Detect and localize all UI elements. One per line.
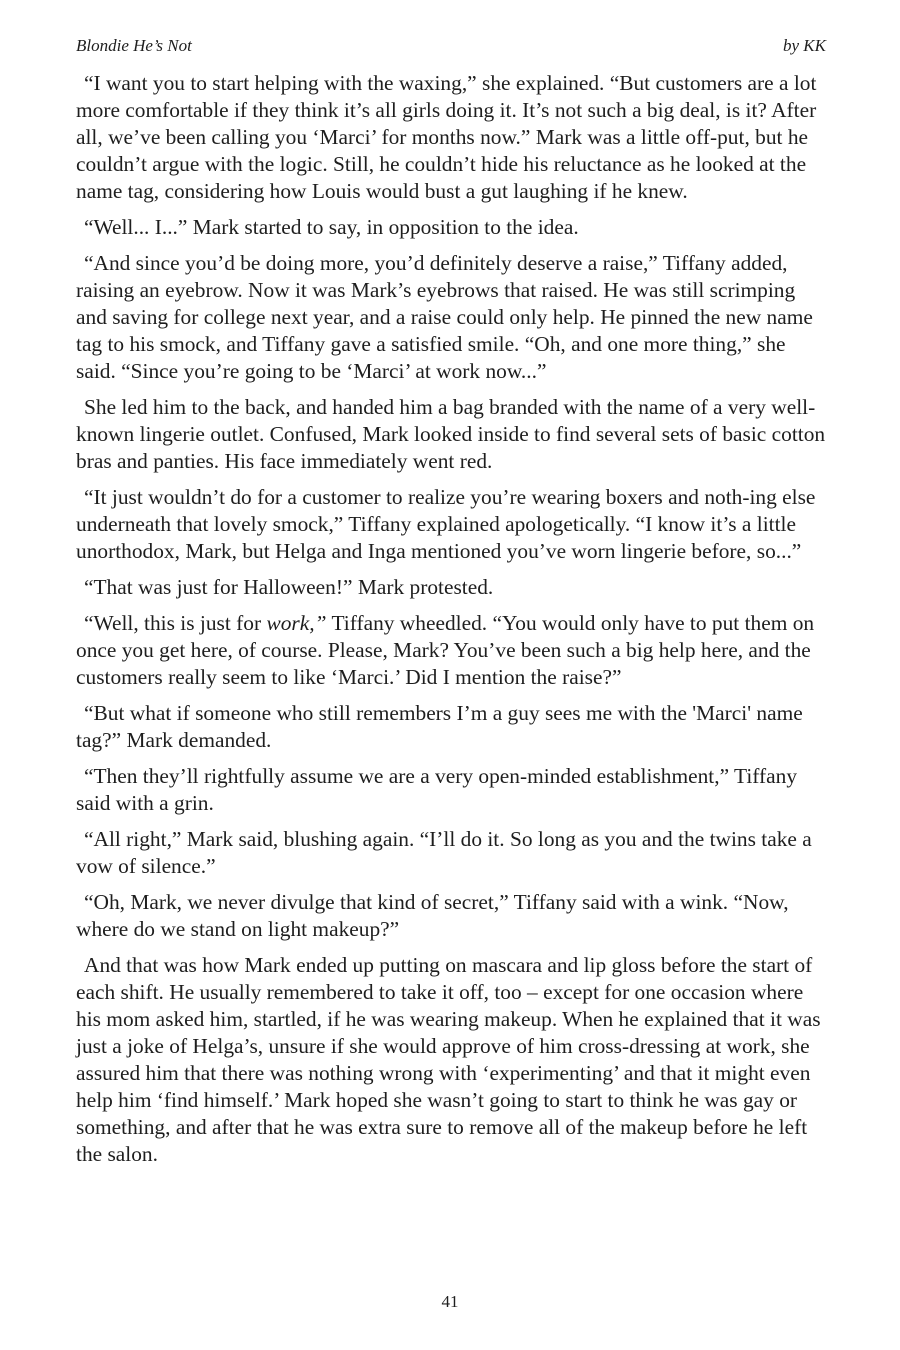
page-number: 41 [441, 1292, 459, 1311]
paragraph: “I want you to start helping with the waxing,” she explained. “But customers are a lot more comfortable if they think it’s all girls doing it. It’s not such a big deal, is it? After all, we’ve been calling you ‘Marci’ for months now.” Mark was a little off-put, but he couldn’t argue with the logic. Still, he couldn’t hide his reluctance as he looked at the name tag, considering how Louis would bust a gut laughing if he knew. [76, 71, 817, 203]
emphasized-text: work,” [266, 611, 327, 635]
paragraph: “But what if someone who still remembers I’m a guy sees me with the 'Marci' name tag?” Mark demanded. [76, 701, 803, 752]
paragraph-text: Tiffany wheedled. “You would only have to put them on once you get here, of course. Please, Mark? You’ve been such a big help here, and the customers really seem to like ‘Marci.’ Did I mention the raise?” [76, 611, 815, 689]
paragraph: “Oh, Mark, we never divulge that kind of secret,” Tiffany said with a wink. “Now, where do we stand on light makeup?” [76, 890, 789, 941]
paragraph: And that was how Mark ended up putting on mascara and lip gloss before the start of each shift. He usually remembered to take it off, too – except for one occasion where his mom asked him, startled, if he was wearing makeup. When he explained that it was just a joke of Helga’s, unsure if she would approve of him cross-dressing at work, she assured him that there was nothing wrong with ‘experimenting’ and that it might even help him ‘find himself.’ Mark hoped she wasn’t going to start to think he was gay or something, and after that he was extra sure to remove all of the makeup before he left the salon. [76, 953, 821, 1166]
page-body [76, 70, 826, 1177]
paragraph: “It just wouldn’t do for a customer to realize you’re wearing boxers and noth-ing else underneath that lovely smock,” Tiffany explained apologetically. “I know it’s a little unorthodox, Mark, but Helga and Inga mentioned you’ve worn lingerie before, so...” [76, 485, 816, 563]
paragraph-text: “Well, this is just for [84, 611, 267, 635]
book-title: Blondie He’s Not [76, 36, 192, 55]
paragraph: “That was just for Halloween!” Mark protested. [84, 575, 494, 599]
paragraph [76, 610, 826, 691]
paragraph: “All right,” Mark said, blushing again. “I’ll do it. So long as you and the twins take a vow of silence.” [76, 827, 812, 878]
running-header [76, 36, 826, 56]
paragraph: “And since you’d be doing more, you’d definitely deserve a raise,” Tiffany added, raising an eyebrow. Now it was Mark’s eyebrows that raised. He was still scrimping and saving for college next year, and a raise could only help. He pinned the new name tag to his smock, and Tiffany gave a satisfied smile. “Oh, and one more thing,” she said. “Since you’re going to be ‘Marci’ at work now...” [76, 251, 813, 383]
book-author: by KK [783, 36, 826, 55]
paragraph: “Well... I...” Mark started to say, in opposition to the idea. [84, 215, 579, 239]
paragraph: She led him to the back, and handed him a bag branded with the name of a very well-known lingerie outlet. Confused, Mark looked inside to find several sets of basic cotton bras and panties. His face immediately went red. [76, 395, 826, 473]
paragraph: “Then they’ll rightfully assume we are a very open-minded establishment,” Tiffany said with a grin. [76, 764, 798, 815]
